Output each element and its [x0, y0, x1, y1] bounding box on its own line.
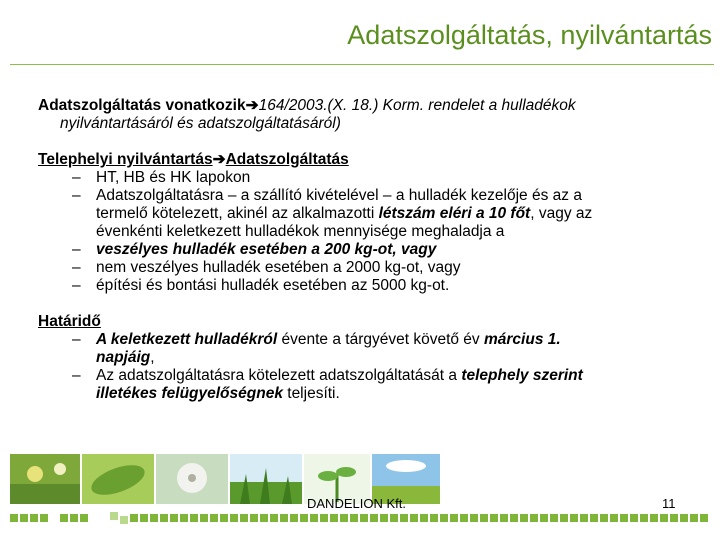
- list-item-text: teljesíti.: [282, 385, 340, 402]
- list-item-text: építési és bontási hulladék esetében az 5000 kg-ot.: [96, 277, 450, 294]
- decorative-square: [280, 514, 288, 522]
- decorative-square: [80, 514, 88, 522]
- decorative-square: [540, 514, 548, 522]
- decorative-square: [120, 516, 128, 524]
- list-item-emphasis: létszám eléri a 10 főt: [378, 205, 531, 222]
- leaf-photo: [82, 454, 154, 504]
- decorative-square: [400, 514, 408, 522]
- decorative-square: [430, 514, 438, 522]
- decorative-square: [510, 514, 518, 522]
- decorative-square: [320, 514, 328, 522]
- decorative-square: [600, 514, 608, 522]
- list-item: [38, 241, 698, 259]
- dash-bullet: –: [72, 331, 81, 348]
- decorative-square: [20, 514, 28, 522]
- list-item-text: Adatszolgáltatásra – a szállító kivételével – a hulladék kezelője és az a: [96, 187, 582, 204]
- dandelion-photo: [156, 454, 228, 504]
- list-item-emphasis: március 1.: [483, 331, 561, 348]
- list-item: [38, 367, 698, 403]
- section2-heading-b: Adatszolgáltatás: [225, 151, 349, 168]
- decorative-square: [670, 514, 678, 522]
- decorative-square: [260, 514, 268, 522]
- decorative-square: [550, 514, 558, 522]
- decorative-square: [520, 514, 528, 522]
- decorative-square: [630, 514, 638, 522]
- decorative-square: [230, 514, 238, 522]
- list-item-text: ,: [150, 349, 155, 366]
- dash-bullet: –: [72, 259, 81, 276]
- decorative-square: [220, 514, 228, 522]
- decorative-square: [130, 514, 138, 522]
- section1-heading: Adatszolgáltatás vonatkozik: [38, 97, 246, 114]
- slide-content: [38, 97, 698, 421]
- decorative-square: [350, 514, 358, 522]
- decorative-square: [160, 514, 168, 522]
- dash-bullet: –: [72, 367, 81, 384]
- decorative-square: [270, 514, 278, 522]
- list-item-text: HT, HB és HK lapokon: [96, 169, 251, 186]
- decorative-square: [310, 514, 318, 522]
- decorative-square: [10, 514, 18, 522]
- dash-bullet: –: [72, 241, 81, 258]
- decorative-square: [420, 514, 428, 522]
- decorative-square: [440, 514, 448, 522]
- decorative-square: [210, 514, 218, 522]
- decorative-square: [300, 514, 308, 522]
- dash-bullet: –: [72, 169, 81, 186]
- decorative-square: [150, 514, 158, 522]
- list-item-emphasis: A keletkezett hulladékról: [96, 331, 278, 348]
- decorative-square: [140, 514, 148, 522]
- decorative-square: [40, 514, 48, 522]
- decorative-square: [560, 514, 568, 522]
- decorative-square: [290, 514, 298, 522]
- decorative-square: [30, 514, 38, 522]
- decorative-square: [450, 514, 458, 522]
- section-site-records: [38, 151, 698, 295]
- list-item: [38, 259, 698, 277]
- decorative-square: [340, 514, 348, 522]
- decorative-square: [680, 514, 688, 522]
- list-item-text: Az adatszolgáltatásra kötelezett adatszolgáltatását a: [96, 367, 462, 384]
- decorative-square: [610, 514, 618, 522]
- decorative-square: [580, 514, 588, 522]
- decorative-square: [590, 514, 598, 522]
- section3-heading: Határidő: [38, 313, 101, 330]
- decorative-square-strip: [10, 512, 720, 524]
- decorative-square: [640, 514, 648, 522]
- section1-reference: 164/2003.(X. 18.) Korm. rendelet a hulladékok: [258, 97, 576, 114]
- list-item-text: évente a tárgyévet követő év: [277, 331, 484, 348]
- section-data-provision: [38, 97, 698, 133]
- decorative-square: [110, 512, 118, 520]
- list-item-text: termelő kötelezett, akinél az alkalmazotti: [96, 205, 375, 222]
- decorative-square: [380, 514, 388, 522]
- section-deadline: [38, 313, 698, 403]
- decorative-square: [170, 514, 178, 522]
- dash-bullet: –: [72, 187, 81, 204]
- list-item-emphasis: telephely szerint: [461, 367, 583, 384]
- decorative-square: [660, 514, 668, 522]
- list-item: [38, 169, 698, 187]
- list-item: [38, 331, 698, 367]
- decorative-square: [360, 514, 368, 522]
- decorative-square: [690, 514, 698, 522]
- decorative-square: [240, 514, 248, 522]
- decorative-square: [370, 514, 378, 522]
- slide-title: Adatszolgáltatás, nyilvántartás: [347, 20, 712, 50]
- decorative-square: [180, 514, 188, 522]
- list-item-emphasis: napjáig: [96, 349, 151, 366]
- list-item-text: nem veszélyes hulladék esetében a 2000 kg-ot, vagy: [96, 259, 461, 276]
- list-item: [38, 277, 698, 295]
- list-item-emphasis: veszélyes hulladék esetében a 200 kg-ot, vagy: [96, 241, 437, 258]
- arrow-icon: ➔: [245, 97, 259, 114]
- decorative-square: [490, 514, 498, 522]
- decorative-square: [460, 514, 468, 522]
- list-item-text: évenkénti keletkezett hulladékok mennyisége meghaladja a: [96, 223, 505, 240]
- page-number: 11: [662, 496, 676, 511]
- decorative-square: [480, 514, 488, 522]
- decorative-square: [390, 514, 398, 522]
- decorative-square: [700, 514, 708, 522]
- decorative-square: [470, 514, 478, 522]
- decorative-square: [410, 514, 418, 522]
- decorative-square: [650, 514, 658, 522]
- decorative-square: [330, 514, 338, 522]
- flower-photo: [10, 454, 80, 504]
- decorative-square: [190, 514, 198, 522]
- section1-reference-cont: nyilvántartásáról és adatszolgáltatásáról): [60, 115, 341, 132]
- list-item-emphasis: illetékes felügyelőségnek: [96, 385, 283, 402]
- title-divider: [10, 64, 714, 65]
- decorative-square: [570, 514, 578, 522]
- decorative-square: [70, 514, 78, 522]
- decorative-square: [530, 514, 538, 522]
- list-item: [38, 187, 698, 241]
- section2-heading-a: Telephelyi nyilvántartás: [38, 151, 213, 168]
- decorative-square: [500, 514, 508, 522]
- decorative-square: [620, 514, 628, 522]
- footer-company: DANDELION Kft.: [307, 496, 406, 511]
- decorative-square: [60, 514, 68, 522]
- dash-bullet: –: [72, 277, 81, 294]
- decorative-square: [200, 514, 208, 522]
- list-item-text: , vagy az: [530, 205, 593, 222]
- arrow-icon: ➔: [212, 151, 226, 168]
- decorative-square: [250, 514, 258, 522]
- grass-photo: [230, 454, 302, 504]
